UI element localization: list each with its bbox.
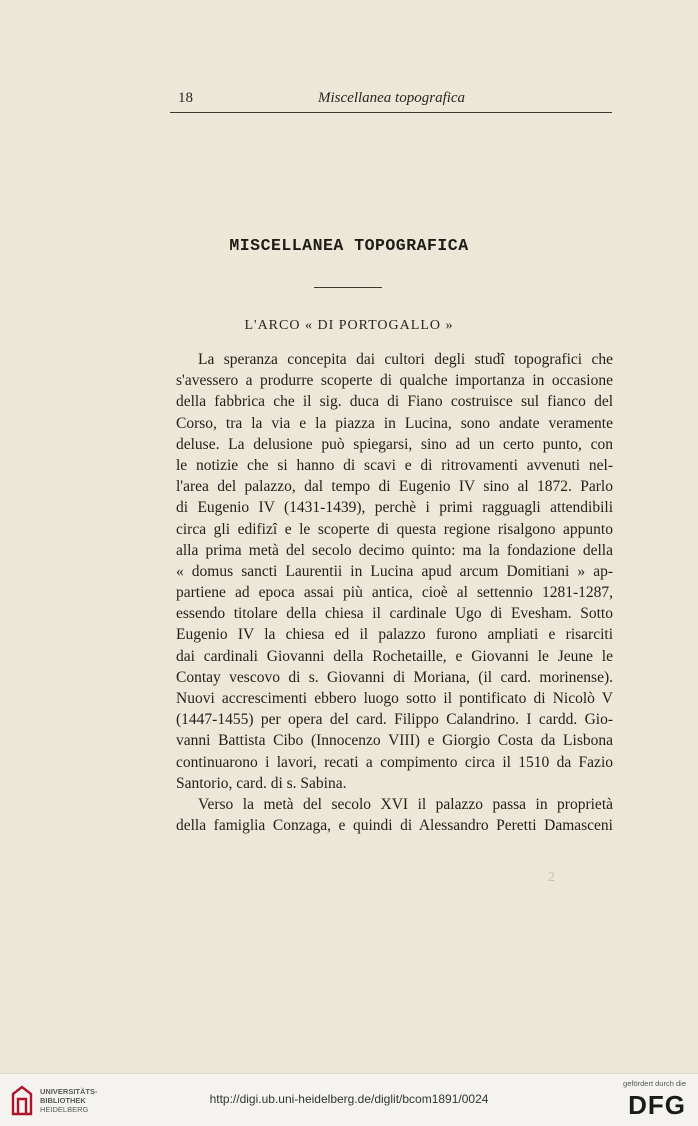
signature-mark: 2 <box>548 870 555 885</box>
permalink-url[interactable]: http://digi.ub.uni-heidelberg.de/diglit/bcom1891/0024 <box>209 1092 489 1106</box>
text-line: partiene ad epoca assai più antica, cioè al settennio 1281-1287, <box>176 584 613 602</box>
running-title: Miscellanea topografica <box>318 90 466 106</box>
text-line: La speranza concepita dai cultori degli studî topografici che <box>198 351 613 368</box>
text-line: « domus sancti Laurentii in Lucina apud arcum Domitiani » ap- <box>176 562 613 580</box>
article-heading: MISCELLANEA TOPOGRAFICA <box>229 236 469 255</box>
text-line: vanni Battista Cibo (Innocenzo VIII) e Giorgio Costa da Lisbona <box>176 732 613 750</box>
text-line: (1447-1455) per opera del card. Filippo Calandrino. I cardd. Gio- <box>176 711 613 729</box>
text-line: alla prima metà del secolo decimo quinto: ma la fondazione della <box>176 541 613 559</box>
header-rule <box>170 112 612 113</box>
text-line: Santorio, card. di s. Sabina. <box>176 774 347 792</box>
funding-note: gefördert durch die <box>623 1079 686 1088</box>
running-head <box>170 90 612 116</box>
text-line: circa gli edifizî e le scoperte di questa regione risalgono appunto <box>176 520 613 538</box>
text-line: continuarono i lavori, recati a compimento circa il 1510 da Fazio <box>176 753 613 771</box>
text-line: l'area del palazzo, dal tempo di Eugenio IV sino al 1872. Parlo <box>176 478 613 496</box>
text-line: le notizie che si hanno di scavi e di ritrovamenti avvenuti nel- <box>176 456 613 474</box>
text-line: deluse. La delusione può spiegarsi, sino ad un certo punto, con <box>176 435 613 453</box>
text-line: di Eugenio IV (1431-1439), perchè i primi ragguagli attendibili <box>176 499 613 517</box>
university-library-name: UNIVERSITÄTS- BIBLIOTHEK HEIDELBERG <box>40 1087 98 1114</box>
text-line: Corso, tra la via e la piazza in Lucina, sono andate veramente <box>176 414 613 432</box>
text-line: Eugenio IV la chiesa ed il palazzo furono ampliati e risarciti <box>176 626 613 644</box>
text-line: dai cardinali Giovanni della Rochetaille, e Giovanni le Jeune le <box>176 647 613 665</box>
heading-rule <box>314 287 382 288</box>
text-line: della famiglia Conzaga, e quindi di Alessandro Peretti Damasceni <box>176 817 613 835</box>
page-number: 18 <box>178 90 193 106</box>
dfg-logo[interactable]: DFG <box>628 1090 686 1120</box>
text-line: essendo titolare della chiesa il cardinale Ugo di Evesham. Sotto <box>176 605 613 623</box>
text-line: della fabbrica che il sig. duca di Fiano costruisce sul fianco del <box>176 393 613 411</box>
section-subheading: L'ARCO « DI PORTOGALLO » <box>244 318 454 333</box>
text-line: Nuovi accrescimenti ebbero luogo sotto il pontificato di Nicolò V <box>176 690 613 707</box>
text-line: Verso la metà del secolo XVI il palazzo passa in proprietà <box>198 795 613 813</box>
text-line: s'avessero a produrre scoperte di qualche importanza in occasione <box>176 372 613 390</box>
text-line: Contay vescovo di s. Giovanni di Moriana, (il card. morinense). <box>176 668 613 686</box>
body-text <box>176 349 613 836</box>
viewer-footer <box>0 1073 698 1126</box>
